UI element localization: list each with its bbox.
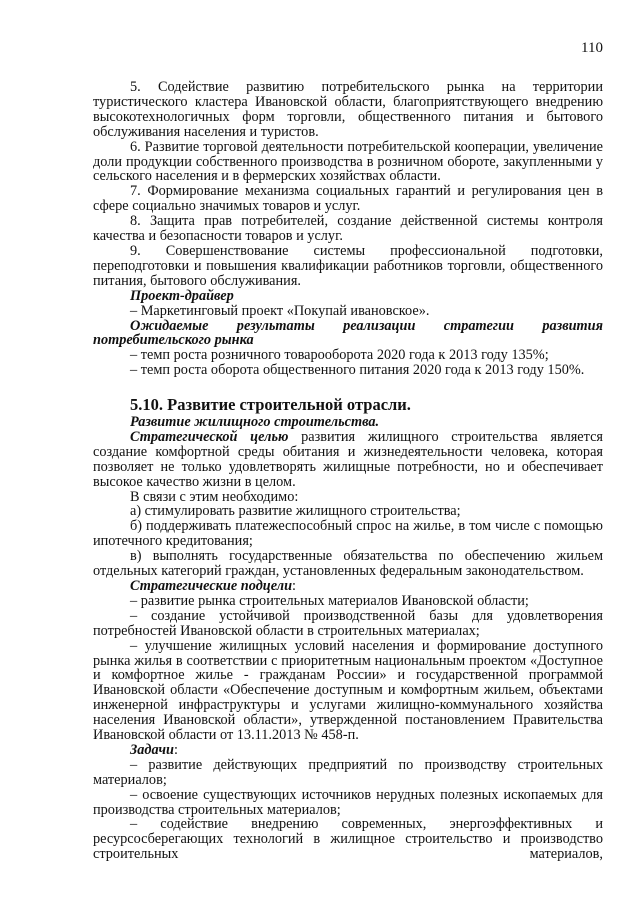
list-item: – темп роста оборота общественного питания 2020 года к 2013 году 150%. [130,362,585,379]
tasks-heading: Задачи: [130,741,178,758]
goal-lead: Стратегической целью [130,428,289,445]
page-number: 110 [581,40,603,56]
paragraph: 7. Формирование механизма социальных гарантий и регулирования цен в сфере социально значимых товаров и услуг. [93,183,603,215]
subgoals-heading-text: Стратегические подцели [130,577,293,594]
consumer-market-section [93,80,603,378]
paragraph: В связи с этим необходимо: [130,488,299,505]
paragraph [93,430,603,490]
list-item: – освоение существующих источников нерудных полезных ископаемых для производства строительных материалов; [93,786,603,818]
section-heading: 5.10. Развитие строительной отрасли. [130,395,411,414]
list-item: – темп роста розничного товарооборота 2020 года к 2013 году 135%; [130,347,549,364]
goal-text: развития жилищного строительства является создание комфортной среды обитания и жизнедеятельности человека, которая позволяет не только удовлетворять жилищные потребности, но и обеспечивает высокое качество жизни в целом. [93,428,603,490]
driver-heading: Проект-драйвер [130,287,234,304]
paragraph: 5. Содействие развитию потребительского рынка на территории туристического кластера Ивановской области, благоприятствующего внедрению высокотехнологичных форм торговли, общественного питания и бытового обслуживания населения и туристов. [93,79,603,140]
list-item: в) выполнять государственные обязательства по обеспечению жильем отдельных категорий граждан, установленных федеральным законодательством. [93,548,603,580]
list-item: – Маркетинговый проект «Покупай ивановское». [130,302,430,319]
list-item: а) стимулировать развитие жилищного строительства; [130,503,461,520]
paragraph: 8. Защита прав потребителей, создание действенной системы контроля качества и безопасности товаров и услуг. [93,213,603,245]
list-item: – развитие рынка строительных материалов Ивановской области; [130,592,529,609]
results-heading: Ожидаемые результаты реализации стратегии развития потребительского рынка [93,317,603,349]
list-item: б) поддерживать платежеспособный спрос на жилье, в том числе с помощью ипотечного кредитования; [93,518,603,550]
construction-section [93,396,603,862]
list-item: – развитие действующих предприятий по производству строительных материалов; [93,756,603,788]
list-item: – улучшение жилищных условий населения и формирование доступного рынка жилья в соответствии с приоритетным национальным проектом «Доступное и комфортное жилье - гражданам России» и государственной программой Ивановской области «Обеспечение доступным и комфортным жильем, объектами инженерной инфраструктуры и услугами жилищно-коммунального хозяйства населения Ивановской области», утвержденной постановлением Правительства Ивановской области от 13.11.2013 № 458-п. [93,637,603,744]
subheading: Развитие жилищного строительства. [130,414,380,430]
list-item: – содействие внедрению современных, энергоэффективных и ресурсосберегающих технологий в жилищное строительство и производство строительных материалов, [93,816,603,863]
paragraph: 6. Развитие торговой деятельности потребительской кооперации, увеличение доли продукции собственного производства в розничном обороте, закупленными у сельского населения и в фермерских хозяйствах области. [93,138,603,185]
paragraph: 9. Совершенствование системы профессиональной подготовки, переподготовки и повышения квалификации работников торговли, общественного питания, бытового обслуживания. [93,242,603,289]
list-item: – создание устойчивой производственной базы для удовлетворения потребностей Ивановской области в строительных материалах; [93,607,603,639]
tasks-heading-text: Задачи [130,741,174,758]
subgoals-heading: Стратегические подцели: [130,577,297,594]
